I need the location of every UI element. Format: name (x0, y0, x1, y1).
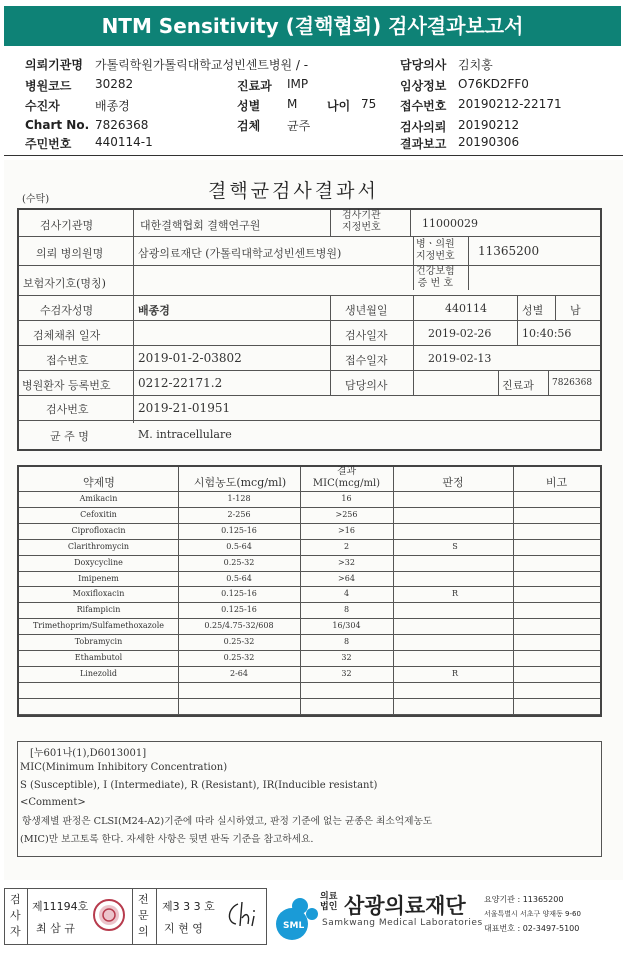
test-time: 10:40:56 (522, 327, 572, 340)
age-label: 나이 (327, 99, 351, 113)
drug-range: 0.25-32 (223, 557, 255, 567)
drug-range: 0.25-32 (223, 637, 255, 647)
header-left-2: 수진자 (25, 99, 60, 113)
drug-mic: 8 (343, 637, 350, 647)
sex-value: 남 (570, 304, 581, 317)
note-code: [누601나(1),D6013001] (30, 748, 147, 759)
drug-range: 0.25-32 (223, 653, 255, 662)
note-legend: S (Susceptible), I (Intermediate), R (Resistant), IR(Inducible resistant) (20, 780, 378, 791)
drug-mic: 32 (341, 653, 352, 662)
footer (4, 888, 623, 950)
dob-value: 440114 (445, 302, 487, 315)
drug-result: S (452, 541, 458, 551)
drug-range: 0.125-16 (221, 605, 257, 615)
header-right-1: 임상정보 (400, 79, 447, 93)
svg-text:SML: SML (283, 921, 305, 931)
request-date: 20190212 (458, 118, 520, 132)
receipt-value: 2019-01-2-03802 (138, 351, 242, 365)
header-right-0: 담당의사 (400, 58, 447, 72)
examiner-no: 제11194호 (32, 900, 89, 913)
drug-mic: 8 (343, 605, 350, 615)
req-code-label: 병ㆍ의원 지정번호 (416, 239, 455, 262)
ins-num-label: 건강보험 증 번 호 (416, 266, 455, 289)
strain-label: 균 주 명 (50, 430, 89, 443)
drug-name: Linezolid (79, 668, 118, 678)
dob-label: 생년월일 (345, 304, 388, 317)
specialist-no: 제3 3 3 호 (162, 900, 215, 913)
drug-range: 0.25/4.75-32/608 (204, 621, 274, 631)
drug-range: 1-128 (227, 494, 251, 503)
drug-mic: >256 (335, 509, 358, 519)
sml-logo-icon (272, 894, 324, 940)
header-mid-1: 성별 (237, 99, 261, 113)
patient-name: 배종경 (95, 99, 130, 113)
drug-name: Ciprofloxacin (71, 525, 126, 535)
header-left-3: Chart No. (25, 118, 90, 132)
req-label: 의뢰 병의원명 (36, 247, 104, 260)
col-mic: 결과 MIC(mcg/ml) (312, 466, 381, 489)
org-code: 요양기관 : 11365200 (484, 895, 564, 904)
inst-code-label: 검사기관 지정번호 (342, 210, 381, 233)
strain-value: M. intracellulare (138, 428, 232, 441)
org-address: 서울특별시 서초구 양재동 9-60 (484, 910, 581, 918)
drug-mic: 2 (343, 541, 350, 551)
drug-name: Clarithromycin (67, 541, 130, 551)
drug-result: R (451, 668, 459, 678)
chart-no: 7826368 (95, 118, 149, 132)
header-right-4: 결과보고 (400, 137, 447, 151)
drug-result: R (451, 589, 459, 599)
drug-range: 0.5-64 (226, 541, 252, 551)
department: IMP (287, 77, 309, 91)
note-comment-2: (MIC)만 보고토록 한다. 자세한 사항은 뒷면 판독 기준을 참고하세요. (20, 834, 314, 845)
org-type: 의료 법인 (320, 892, 338, 912)
drug-range: 2-64 (230, 668, 248, 678)
report-date: 20190306 (458, 135, 520, 149)
specialist-name: 지 현 영 (164, 922, 203, 935)
resident-no: 440114-1 (95, 135, 153, 149)
header-mid-0: 진료과 (237, 79, 272, 93)
drug-mic: >32 (338, 557, 355, 567)
header-right-2: 접수번호 (400, 99, 447, 113)
drug-mic: 32 (341, 668, 352, 678)
scan-tag: (수탁) (22, 194, 50, 205)
examiner-label: 검 사 자 (10, 893, 21, 938)
drug-range: 0.125-16 (221, 589, 257, 599)
note-comment-label: <Comment> (20, 797, 86, 808)
testno-label: 검사번호 (46, 403, 89, 416)
doctor-label: 담당의사 (345, 379, 388, 392)
org-name: 삼광의료재단 (344, 894, 466, 918)
drug-mic: >16 (338, 525, 355, 535)
req-value: 삼광의료재단 (가톨릭대학교성빈센트병원) (138, 247, 342, 260)
receipt-date-label: 접수일자 (345, 354, 388, 367)
dept-label: 진료과 (502, 379, 534, 392)
drug-mic: 16/304 (332, 621, 361, 631)
specialist-signature (224, 900, 262, 930)
drug-name: Cefoxitin (80, 509, 117, 519)
header-mid-2: 검체 (237, 119, 261, 133)
drug-name: Tobramycin (74, 637, 123, 647)
header-left-1: 병원코드 (25, 79, 72, 93)
specialist-label: 전 문 의 (138, 893, 149, 938)
drug-name: Trimethoprim/Sulfamethoxazole (32, 621, 165, 631)
drug-mic: 4 (343, 589, 350, 599)
scan-title: 결핵균검사결과서 (208, 180, 379, 202)
reg-value: 0212-22171.2 (138, 376, 223, 390)
drug-name: Amikacin (79, 494, 118, 503)
col-remark: 비고 (545, 476, 568, 489)
col-drug: 약제명 (83, 476, 115, 489)
collect-label: 검체채취 일자 (33, 329, 101, 342)
drug-range: 2-256 (227, 509, 251, 519)
org-english: Samkwang Medical Laboratories (322, 918, 483, 928)
drug-mic: 16 (341, 494, 352, 503)
drug-name: Imipenem (78, 573, 119, 583)
name-value: 배종경 (138, 304, 170, 317)
req-code: 11365200 (478, 244, 540, 258)
receipt-no: 20190212-22171 (458, 97, 562, 111)
testno-value: 2019-21-01951 (138, 401, 231, 415)
drug-name: Doxycycline (74, 557, 123, 567)
drug-mic: >64 (338, 573, 355, 583)
report-title: NTM Sensitivity (결핵협회) 검사결과보고서 (4, 6, 621, 46)
header-right-3: 검사의뢰 (400, 120, 447, 134)
note-comment-1: 항생제별 판정은 CLSI(M24-A2)기준에 따라 실시하였고, 판정 기준에 없는 균종은 최소억제농도 (22, 816, 433, 827)
org-phone: 대표번호 : 02-3497-5100 (484, 924, 580, 933)
drug-range: 0.5-64 (226, 573, 252, 583)
note-mic: MIC(Minimum Inhibitory Concentration) (20, 762, 228, 773)
sex: M (287, 97, 298, 111)
dept-value: 7826368 (552, 378, 593, 388)
test-date: 2019-02-26 (428, 327, 492, 340)
clinical-info: O76KD2FF0 (458, 77, 529, 91)
test-date-label: 검사일자 (345, 329, 388, 342)
receipt-date: 2019-02-13 (428, 352, 492, 365)
inst-label: 검사기관명 (40, 219, 94, 232)
examiner-name: 최 삼 규 (36, 922, 75, 935)
specimen: 균주 (287, 119, 311, 133)
col-range: 시험농도(mcg/ml) (193, 476, 287, 489)
sex-label: 성별 (522, 304, 544, 317)
ins-label: 보험자기호(명칭) (23, 277, 106, 290)
age: 75 (361, 97, 377, 111)
name-label: 수검자성명 (40, 304, 94, 317)
doctor: 김치홍 (458, 58, 493, 72)
drug-range: 0.125-16 (221, 525, 257, 535)
header-left-0: 의뢰기관명 (25, 58, 83, 72)
col-result: 판정 (442, 476, 464, 489)
reg-label: 병원환자 등록번호 (22, 379, 111, 392)
receipt-label: 접수번호 (46, 354, 89, 367)
inst-value: 대한결핵협회 결핵연구원 (140, 219, 261, 232)
drug-name: Rifampicin (76, 605, 121, 615)
drug-name: Ethambutol (74, 653, 123, 662)
header-divider (4, 155, 623, 156)
header-left-4: 주민번호 (25, 137, 72, 151)
hospital-code: 30282 (95, 77, 134, 91)
institution-value: 가톨릭학원가톨릭대학교성빈센트병원 / - (95, 58, 309, 72)
examiner-seal (92, 898, 126, 932)
drug-name: Moxifloxacin (72, 589, 125, 599)
inst-code: 11000029 (422, 217, 478, 230)
